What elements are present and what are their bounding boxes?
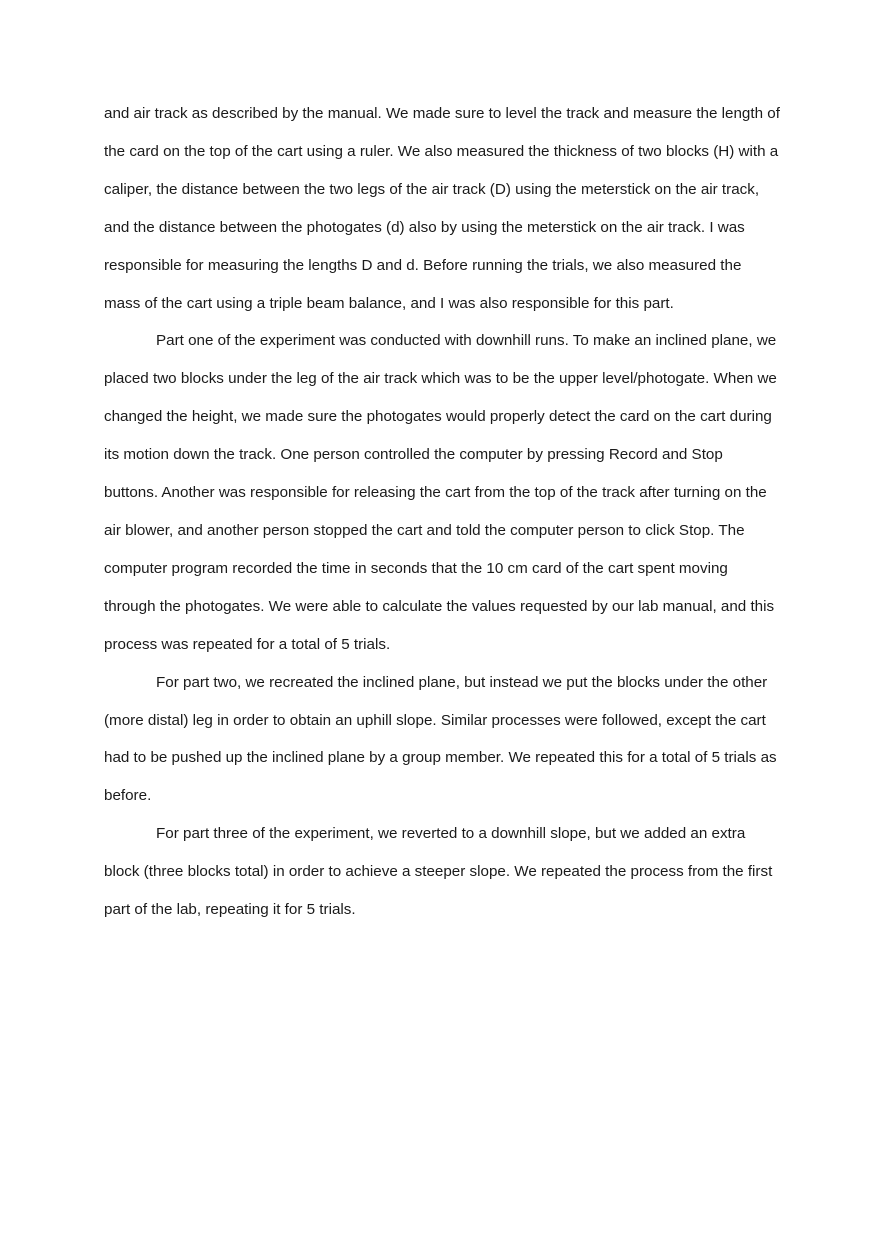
- document-body: [104, 95, 780, 929]
- paragraph-part-three: For part three of the experiment, we reverted to a downhill slope, but we added an extra block (three blocks total) in order to achieve a steeper slope. We repeated the process from the first part of the lab, repeating it for 5 trials.: [104, 825, 773, 919]
- paragraph-part-two: For part two, we recreated the inclined plane, but instead we put the blocks under the other (more distal) leg in order to obtain an uphill slope. Similar processes were followed, except the cart had to be pushed up the inclined plane by a group member. We repeated this for a total of 5 trials as before.: [104, 673, 777, 805]
- paragraph-materials: and air track as described by the manual. We made sure to level the track and measure the length of the card on the top of the cart using a ruler. We also measured the thickness of two blocks (H) with a caliper, the distance between the two legs of the air track (D) using the meterstick on the air track, and the distance between the photogates (d) also by using the meterstick on the air track. I was responsible for measuring the lengths D and d. Before running the trials, we also measured the mass of the cart using a triple beam balance, and I was also responsible for this part.: [104, 105, 780, 312]
- paragraph-part-one: Part one of the experiment was conducted with downhill runs. To make an inclined plane, we placed two blocks under the leg of the air track which was to be the upper level/photogate. When we changed the height, we made sure the photogates would properly detect the card on the cart during its motion down the track. One person controlled the computer by pressing Record and Stop buttons. Another was responsible for releasing the cart from the top of the track after turning on the air blower, and another person stopped the cart and told the computer person to click Stop. The computer program recorded the time in seconds that the 10 cm card of the cart spent moving through the photogates. We were able to calculate the values requested by our lab manual, and this process was repeated for a total of 5 trials.: [104, 332, 777, 653]
